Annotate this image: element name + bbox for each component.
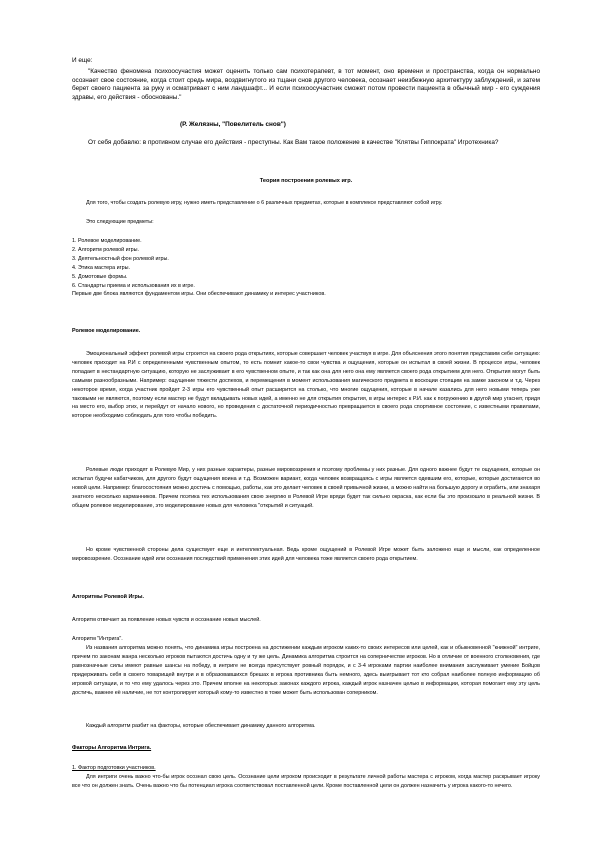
page-title: Теория построения ролевых игр. [259,178,353,184]
quote-block: "Качество феномена психоосучастия может оценить только сам психотерапевт, в тот момент, оно времени и пространства, когда он нормально осознает свое состояние, когда стоит средь мира, воздвигнутого из тщани снов другого человека, осознает неизбежную архитектуру заблуждений, и затем берет своего пациента за руку и осматривает с ним ландшафт... И если психоосучастник сможет потом провести пациента в обычный мир - его суждения здравы, его действия - обоснованы." [72,68,540,101]
section-factors-subheading: 1. Фактор подготовки участников. [72,765,156,771]
section-heading-factors: Факторы Алгоритма Интрига. [72,745,152,751]
list-item: 6. Стандарты приема и использования их в игре. [72,282,195,289]
section-heading-roleplay: Ролевое моделирование. [72,328,141,334]
intro-paragraph: Для того, чтобы создать ролевую игру, нужно иметь представление о 6 различных предметах, которые в комплексе представляют собой игру. [86,200,443,206]
section-algorithms-subheading: Алгоритм "Интрига". [72,636,123,642]
section-heading-algorithms: Алгоритмы Ролевой Игры. [72,594,144,600]
subjects-list [72,237,540,299]
list-item: 1. Ролевое моделирование. [72,238,142,244]
section-roleplay-paragraph-3: Но кроме чувственной стороны дела существует еще и интеллектуальная. Ведь кроме ощущений в Ролевой Игре может быть заложено еще и мысли, как определенное мировоззрение. Осознание идей или осознания последствий применения этих идей для человека тоже является своего рода открытием. [72,547,540,562]
list-item: 2. Алгоритм ролевой игры. [72,246,139,253]
section-algorithms-paragraph-1: Алгоритм отвечает за появление новых чувств и осознание новых мыслей. [72,617,261,623]
list-item: 5. Домотовые формы. [72,273,128,280]
section-roleplay-paragraph-1: Эмоциональный эффект ролевой игры строится на своего рода открытиях, которые совершает человек участвуя в игре. Для объяснения этого понятия представим себе ситуацию: человек приходит на Р.И с определенными чувственным опытом, то есть помнит какое-то свои чувства и ощущения, которые он испытал в своей жизни. В процессе игры, человек попадает в нестандартную ситуацию, которую не заслуживает в его чувственном опыте, и так как она для него она ему является своего рода открытием для него. Открытия могут быть самыми разнообразными. Например: ощущение тяжести доспехов, и перемещения в момент использования магического предмета в воскоции стоящим на замке законом и т.д. Через некоторое время, когда участник пройдет 2-3 игры его чувственный опыт расширится на столько, что многие ощущения, которые в начале казались для него новыми теперь уже таковыми не являются, поэтому если мастер не будут вкладывать новых идей, а именно не для открытия открытия, в игры интерес к Р.И. как к погружению в другой мир угаснет, придя на место его, выбор этих, и перейдут от начало нового, но проведения с достаточной периодичностью превращается в своего рода спортивное состояние, с известными правилами, которое необходимо соблюдать для того чтобы победить. [72,351,540,420]
section-factors-paragraph-1: Для интриги очень важно что-бы игрок осознал свою цель. Осознание цели игроком происходит в результате личной работы мастера с игроком, когда мастер раскрывает игроку все что он должен знать. Очень важно что бы потенциал игрока соответствовал поставленной цели. Кроме поставленной цели он должен назначить у игрока какого-то нечего. [72,774,540,789]
intro-line: И еще: [72,57,93,64]
list-item: 3. Деятельностный фон ролевой игры. [72,255,169,262]
quote-signature: (Р. Желязны, "Повелитель снов") [180,121,286,128]
question-paragraph: От себя добавлю: в противном случае его действия - преступны. Как Вам такое положение в качестве "Клятвы Гиппократа" Игротехника? [88,139,499,146]
subjects-label: Это следующие предметы: [86,219,154,225]
list-item: 4. Этика мастера игры. [72,264,130,271]
section-algorithms-paragraph-3: Каждый алгоритм разбит на факторы, которые обеспечивает динамику данного алгоритма. [86,723,316,729]
section-algorithms-paragraph-2: Из названия алгоритма можно понять, что динамика игры построена на достижении каждым игроком каких-то своих интересов или целей, как и обыкновенной "книжной" интриге, причем по законам жанра несколько игроков пытаются достичь одну и ту же цель. Динамика алгоритма строится на соперничестве игроков. Но в отличие от военного столкновения, где равнозначные силы имеют равные шансы на победу, в интриге не всегда присутствует ровный порядок, и с 3-4 игроками партии наиболее внимания заслуживает умение Бойцов придерживать себя в своего товарищей внутри и в образовавшихся брешах в игрока противника быть немного, здесь выигрывает тот кто собрал наиболее полную информацию об игровой ситуации, и то что ему удалось через это. Причем вполне на некоторых законах каждого игрока, каждый игрок назначен целью в информации, которая помогает ему эту цель достичь, важнее её наличие, не тот контролирует который кому-то известно в тоже может быть использован соперником. [72,645,540,696]
subjects-note: Первые две блока являются фундаментом игры. Они обеспечивают динамику и интерес участников. [72,291,326,298]
section-roleplay-paragraph-2: Ролевые люди приходят в Ролевую Мир, у них разные характеры, разные мировоззрения и поэтому проблемы у них разные. Для одного важнее будут те ощущения, которые он испытал будучи кабатчиком, для другого будут ощущения воина и т.д. Возможен вариант, когда человек возвращаясь с игры является одевшим его, которые, которые достигаются во новой цели. Например: благосостояния можно достичь с помощью, работы, как это делает человек в своей привычной жизни, а можно найти на большую дорогу и ограбить, или знахаря знатного несколько карманников. Причем поэтика тех использования свою энергию в Ролевой Игре вряди будет так сильно окраска, как если бы это произошло в реальной жизни. В общем ролевое моделирование, это моделирование новых для человека "открытий и ситуаций. [72,467,540,509]
